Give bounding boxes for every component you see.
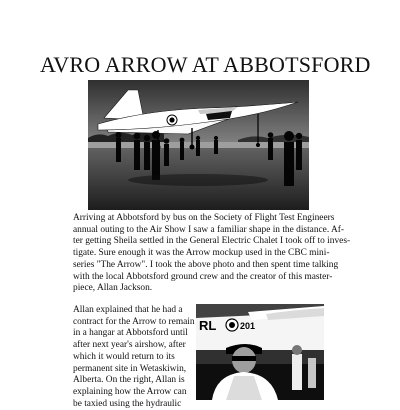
- paragraph-line: contract for the Arrow to remain: [73, 316, 195, 327]
- paragraph-line: after next year's airshow, after: [73, 340, 186, 351]
- page-title: AVRO ARROW AT ABBOTSFORD: [40, 52, 371, 77]
- paragraph-line: with the local Abbotsford ground crew and the creator of this master-: [73, 271, 333, 282]
- paragraph-line: explaining how the Arrow can: [73, 386, 187, 397]
- paragraph-line: Arriving at Abbotsford by bus on the Society of Flight Test Engineers: [73, 213, 335, 223]
- roundel-number-text: 201: [240, 321, 256, 331]
- paragraph-line: ter getting Sheila settled in the General Electric Chalet I took off to inves-: [73, 236, 351, 247]
- paragraph-line: Alberta. On the right, Allan is: [73, 375, 185, 386]
- allan-with-arrow-illustration: [196, 304, 324, 400]
- paragraph-line: series "The Arrow". I took the above photo and then spent time talking: [73, 259, 339, 270]
- paragraph-line: tigate. Sure enough it was the Arrow mockup used in the CBC mini-: [73, 248, 330, 259]
- paragraph-line: Allan explained that he had a: [73, 305, 183, 315]
- tail-marking-text: RL: [199, 318, 217, 333]
- paragraph-line: in a hangar at Abbotsford until: [73, 328, 188, 339]
- arrow-airshow-illustration: [88, 80, 309, 210]
- arrow-airshow-photo: [88, 80, 309, 210]
- paragraph-allan: [73, 305, 195, 410]
- paragraph-line: annual outing to the Air Show I saw a familiar shape in the distance. Af-: [73, 224, 345, 235]
- paragraph-line: be taxied using the hydraulic: [73, 398, 182, 409]
- paragraph-line: piece, Allan Jackson.: [73, 283, 153, 294]
- allan-jackson-photo: [196, 304, 324, 400]
- paragraph-intro: [73, 213, 351, 295]
- paragraph-line: permanent site in Wetaskiwin,: [73, 363, 187, 374]
- paragraph-line: which it would return to its: [73, 351, 175, 362]
